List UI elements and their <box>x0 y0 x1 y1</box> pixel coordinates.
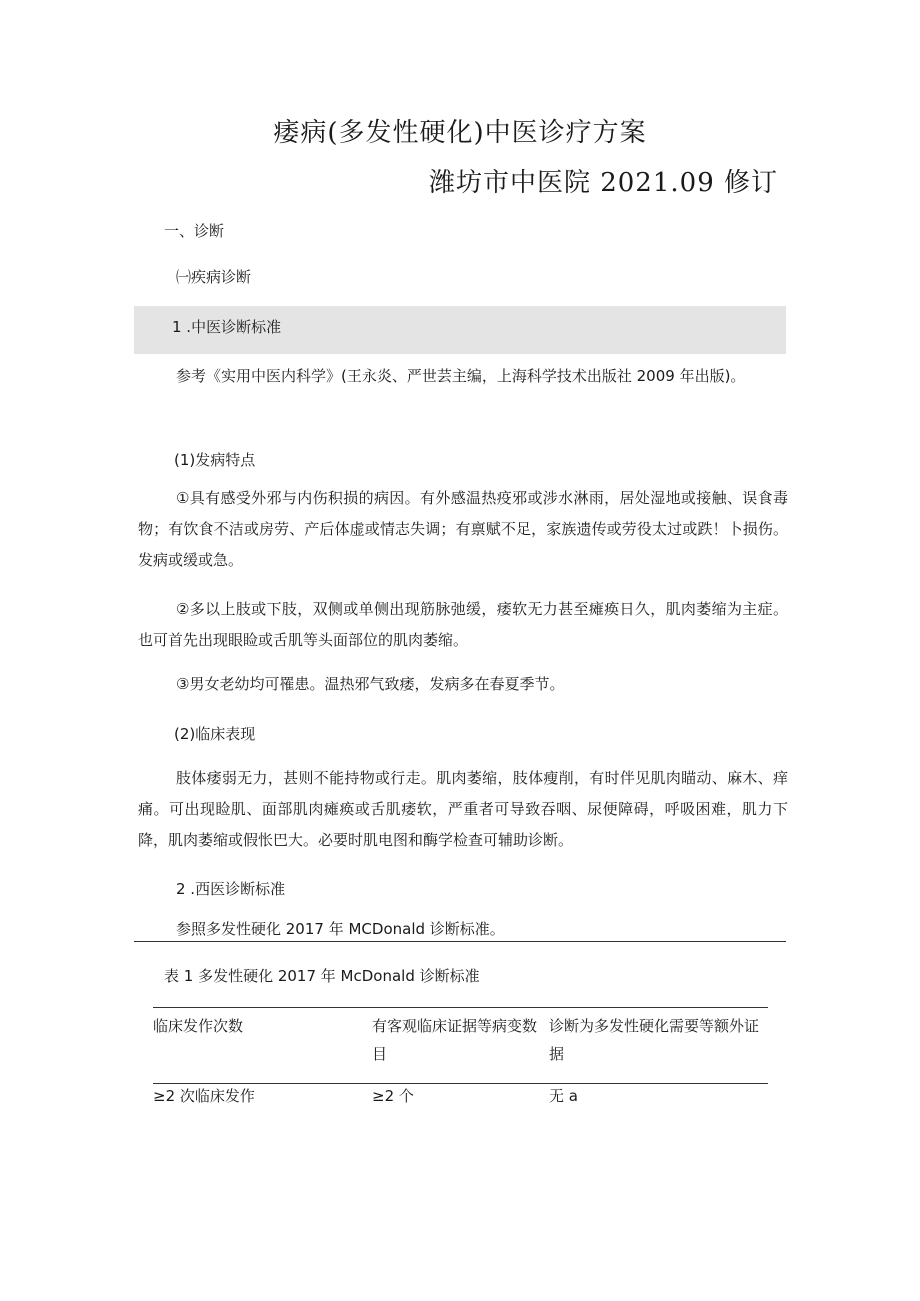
table-cell: ≥2 次临床发作 <box>153 1087 255 1105</box>
paragraph-onset-3: ③男女老幼均可罹患。温热邪气致痿，发病多在春夏季节。 <box>176 675 565 693</box>
document-subtitle: 潍坊市中医院 2021.09 修订 <box>428 168 778 198</box>
paragraph-clinical: 肢体痿弱无力，甚则不能持物或行走。肌肉萎缩，肢体瘦削，有时伴见肌肉瞄动、麻木、痒痛。可出现睑肌、面部肌肉瘫痪或舌肌痿软，严重者可导致吞咽、尿便障碍，呼吸困难，肌力下降，肌肉萎缩或假怅巴大。必要时肌电图和酶学检查可辅助诊断。 <box>138 769 788 849</box>
paragraph-onset-2: ②多以上肢或下肢，双侧或单侧出现筋脉弛缓，痿软无力甚至瘫痪日久，肌肉萎缩为主症。也可首先出现眼睑或舌肌等头面部位的肌肉萎缩。 <box>138 600 788 649</box>
section-divider <box>134 941 786 942</box>
table-cell: 无 a <box>549 1087 578 1105</box>
paragraph-mcdonald-reference: 参照多发性硬化 2017 年 MCDonald 诊断标准。 <box>176 920 505 938</box>
table-header-cell: 有客观临床证据等病变数目 <box>372 1017 538 1063</box>
heading-western-criteria: 2 .西医诊断标准 <box>176 880 286 898</box>
table-header-cell: 诊断为多发性硬化需要等额外证据 <box>549 1017 760 1063</box>
table-top-rule <box>153 1007 768 1008</box>
document-title: 痿病(多发性硬化)中医诊疗方案 <box>273 118 647 148</box>
paragraph-reference: 参考《实用中医内科学》(王永炎、严世芸主编，上海科学技术出版社 2009 年出版)。 <box>176 367 746 385</box>
paragraph-onset-1: ①具有感受外邪与内伤积损的病因。有外感温热疫邪或涉水淋雨，居处湿地或接触、误食毒物；有饮食不洁或房劳、产后体虚或情志失调；有禀赋不足，家族遗传或劳役太过或跌！卜损伤。发病或缓或急。 <box>138 489 788 569</box>
table-caption: 表 1 多发性硬化 2017 年 McDonald 诊断标准 <box>164 967 480 985</box>
heading-tcm-criteria: 1 .中医诊断标准 <box>172 318 282 336</box>
subsection-heading-disease-diagnosis: ㈠疾病诊断 <box>176 268 252 286</box>
table-header-cell: 临床发作次数 <box>153 1017 244 1035</box>
table-cell: ≥2 个 <box>372 1087 414 1105</box>
heading-clinical-manifestations: (2)临床表现 <box>174 725 256 743</box>
heading-onset-features: (1)发病特点 <box>174 451 256 469</box>
section-heading-diagnosis: 一、诊断 <box>164 222 225 240</box>
